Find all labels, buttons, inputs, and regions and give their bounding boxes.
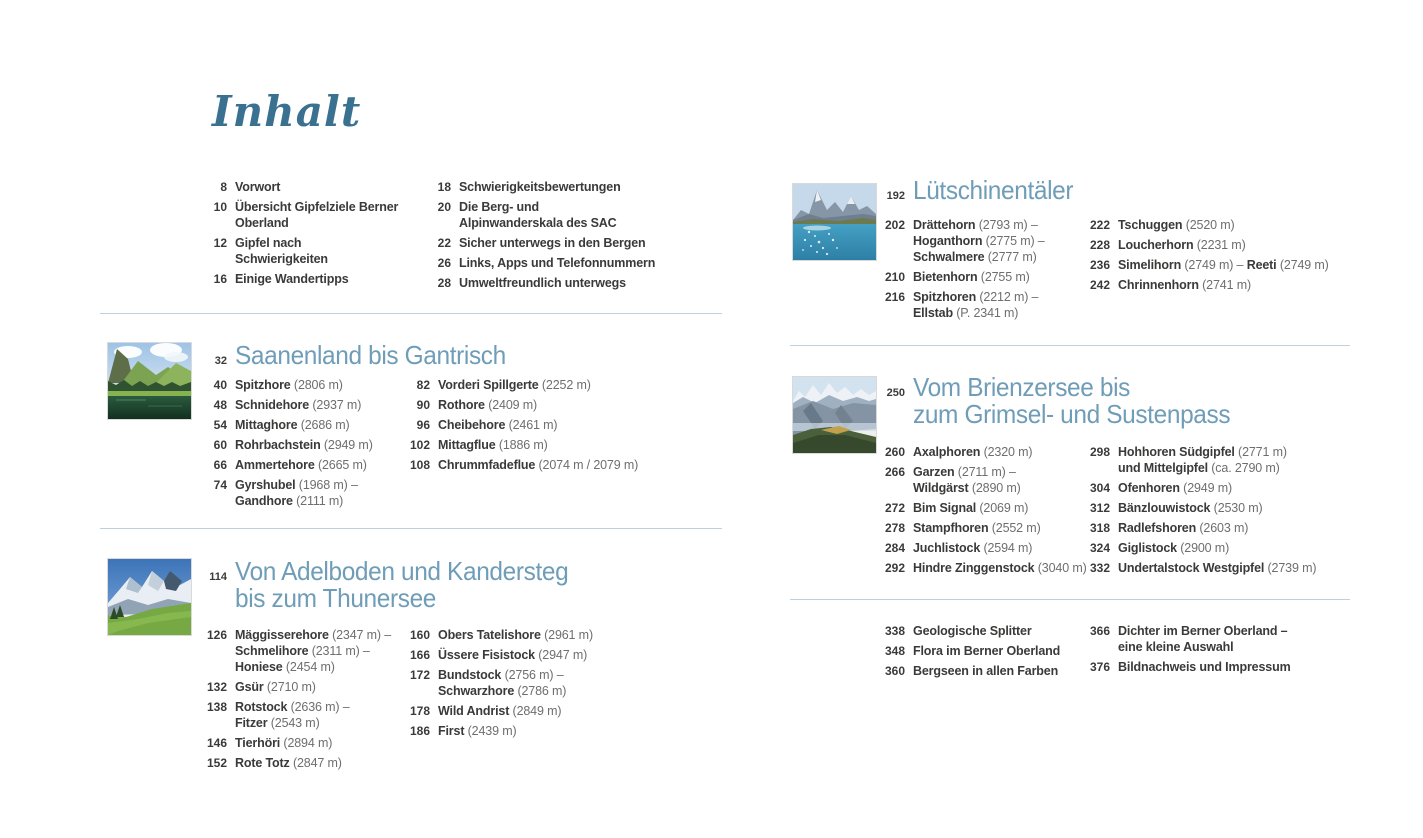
entry-text: Tschuggen (2520 m) <box>1118 218 1235 232</box>
entry-text: Loucherhorn (2231 m) <box>1118 238 1246 252</box>
entry-page-number: 152 <box>206 756 227 770</box>
entry-page-number: 178 <box>409 704 430 718</box>
entry-page-number: 28 <box>437 276 451 290</box>
toc-script-title: Inhalt <box>212 87 362 136</box>
toc-entry <box>402 667 593 699</box>
entry-text: Dichter im Berner Oberland – eine kleine Auswahl <box>1118 624 1288 654</box>
toc-entry <box>199 437 402 453</box>
entry-text: Gipfel nach Schwierigkeiten <box>235 236 328 266</box>
entry-page-number: 216 <box>884 290 905 304</box>
intro-list <box>199 179 722 295</box>
toc-entry <box>423 179 655 195</box>
toc-entry <box>877 663 1082 679</box>
toc-entry <box>199 699 402 731</box>
section-title-line: Saanenland bis Gantrisch <box>235 340 506 370</box>
entry-text: Chrummfadeflue (2074 m / 2079 m) <box>438 458 639 472</box>
entry-page-number: 90 <box>416 398 430 412</box>
toc-entry <box>1082 480 1316 496</box>
entry-page-number: 20 <box>437 200 451 214</box>
entry-page-number: 160 <box>409 628 430 642</box>
entry-page-number: 172 <box>409 668 430 682</box>
intro-column-2 <box>423 179 655 295</box>
entry-text: Rotstock (2636 m) – Fitzer (2543 m) <box>235 700 350 730</box>
toc-entry <box>1082 257 1329 273</box>
section-divider <box>100 313 722 314</box>
entries-column-2 <box>1082 217 1329 325</box>
section-heading <box>199 558 722 612</box>
toc-entry <box>199 179 423 195</box>
entries-column-1 <box>877 444 1087 580</box>
section-entries <box>199 627 722 775</box>
entry-page-number: 26 <box>437 256 451 270</box>
entry-page-number: 338 <box>884 624 905 638</box>
toc-entry <box>402 723 593 739</box>
entry-page-number: 18 <box>437 180 451 194</box>
entry-text: Bietenhorn (2755 m) <box>913 270 1030 284</box>
entry-text: Simelihorn (2749 m) – Reeti (2749 m) <box>1118 258 1329 272</box>
section-divider <box>100 528 722 529</box>
toc-entry <box>402 703 593 719</box>
appendix-list <box>877 623 1350 683</box>
toc-entry <box>877 289 1082 321</box>
entry-text: Radlefshoren (2603 m) <box>1118 521 1249 535</box>
toc-entry <box>1082 277 1329 293</box>
entry-text: Gsür (2710 m) <box>235 680 316 694</box>
section-page-number: 192 <box>886 190 905 202</box>
toc-entry <box>877 464 1082 496</box>
section-page-number: 32 <box>214 355 227 367</box>
entry-text: Rohrbachstein (2949 m) <box>235 438 373 452</box>
entry-text: Chrinnenhorn (2741 m) <box>1118 278 1251 292</box>
entry-text: Mittagflue (1886 m) <box>438 438 548 452</box>
entry-page-number: 8 <box>220 180 227 194</box>
section-title-line: zum Grimsel- und Sustenpass <box>913 399 1231 429</box>
entry-page-number: 126 <box>206 628 227 642</box>
toc-entry <box>199 397 402 413</box>
toc-entry <box>877 444 1082 460</box>
entry-text: Juchlistock (2594 m) <box>913 541 1033 555</box>
entries-column-2 <box>1082 444 1316 580</box>
toc-entry <box>877 217 1082 265</box>
entry-page-number: 324 <box>1089 541 1110 555</box>
toc-entry <box>199 377 402 393</box>
entry-text: Undertalstock Westgipfel (2739 m) <box>1118 561 1317 575</box>
section-title-line: Von Adelboden und Kandersteg <box>235 556 569 586</box>
entry-page-number: 298 <box>1089 445 1110 459</box>
entry-page-number: 366 <box>1089 624 1110 638</box>
entry-page-number: 54 <box>213 418 227 432</box>
toc-entry <box>1082 217 1329 233</box>
entry-text: Rothore (2409 m) <box>438 398 538 412</box>
toc-entry <box>199 679 402 695</box>
toc-entry <box>1082 520 1316 536</box>
entries-column-1 <box>199 377 402 513</box>
toc-entry <box>402 627 593 643</box>
section-title <box>913 374 1230 428</box>
toc-entry <box>199 735 402 751</box>
entry-page-number: 146 <box>206 736 227 750</box>
entry-page-number: 284 <box>884 541 905 555</box>
section-heading <box>877 374 1350 428</box>
section-luetschinentaeler <box>790 177 1350 325</box>
entry-page-number: 96 <box>416 418 430 432</box>
section-divider <box>790 599 1350 600</box>
entry-text: Gyrshubel (1968 m) – Gandhore (2111 m) <box>235 478 358 508</box>
toc-entry <box>877 500 1082 516</box>
section-entries <box>877 217 1350 325</box>
entry-text: Bundstock (2756 m) – Schwarzhore (2786 m) <box>438 668 567 698</box>
toc-entry <box>423 275 655 291</box>
entries-column-1 <box>877 217 1082 325</box>
entry-page-number: 278 <box>884 521 905 535</box>
toc-entry <box>199 417 402 433</box>
toc-entry <box>402 437 638 453</box>
entry-page-number: 66 <box>213 458 227 472</box>
entry-text: Bildnachweis und Impressum <box>1118 660 1291 674</box>
toc-entry <box>199 457 402 473</box>
toc-entry <box>877 560 1087 576</box>
toc-entry <box>199 235 423 267</box>
entry-text: Wild Andrist (2849 m) <box>438 704 562 718</box>
toc-entry <box>1082 623 1291 655</box>
entry-page-number: 186 <box>409 724 430 738</box>
toc-entry <box>877 623 1082 639</box>
section-title-line: bis zum Thunersee <box>235 583 437 613</box>
entry-page-number: 312 <box>1089 501 1110 515</box>
entry-text: Drättehorn (2793 m) – Hoganthorn (2775 m) – Schwalmere (2777 m) <box>913 218 1045 264</box>
entry-page-number: 228 <box>1089 238 1110 252</box>
entry-text: Cheibehore (2461 m) <box>438 418 558 432</box>
entry-page-number: 10 <box>213 200 227 214</box>
toc-entry <box>199 477 402 509</box>
entry-text: Sicher unterwegs in den Bergen <box>459 236 646 250</box>
mountain-ridge-sunlit-photo <box>792 376 877 454</box>
entry-page-number: 292 <box>884 561 905 575</box>
toc-entry <box>1082 500 1316 516</box>
entry-page-number: 40 <box>213 378 227 392</box>
entry-page-number: 102 <box>409 438 430 452</box>
entry-page-number: 260 <box>884 445 905 459</box>
appendix-column-1 <box>877 623 1082 683</box>
toc-entry <box>423 235 655 251</box>
toc-entry <box>877 269 1082 285</box>
toc-entry <box>1082 444 1316 476</box>
entry-page-number: 108 <box>409 458 430 472</box>
entry-text: Schwierigkeitsbewertungen <box>459 180 621 194</box>
entry-page-number: 166 <box>409 648 430 662</box>
entry-page-number: 82 <box>416 378 430 392</box>
entry-text: Axalphoren (2320 m) <box>913 445 1033 459</box>
entry-text: Geologische Splitter <box>913 624 1032 638</box>
toc-entry <box>877 520 1082 536</box>
entry-page-number: 210 <box>884 270 905 284</box>
entry-text: Ofenhoren (2949 m) <box>1118 481 1233 495</box>
entry-text: Üssere Fisistock (2947 m) <box>438 648 588 662</box>
entry-text: Ammertehore (2665 m) <box>235 458 367 472</box>
toc-entry <box>402 377 638 393</box>
entry-text: Flora im Berner Oberland <box>913 644 1061 658</box>
toc-entry <box>402 647 593 663</box>
entry-page-number: 22 <box>437 236 451 250</box>
entry-text: Die Berg- und Alpinwanderskala des SAC <box>459 200 617 230</box>
entry-page-number: 222 <box>1089 218 1110 232</box>
section-title-line: Vom Brienzersee bis <box>913 372 1130 402</box>
snow-peaks-meadow-photo <box>107 558 192 636</box>
section-heading <box>877 177 1350 204</box>
entries-column-2 <box>402 627 593 775</box>
toc-entry <box>402 417 638 433</box>
entry-text: Spitzhoren (2212 m) – Ellstab (P. 2341 m) <box>913 290 1039 320</box>
intro-column-1 <box>199 179 423 295</box>
section-title-line: Lütschinentäler <box>913 175 1074 205</box>
entry-text: Bänzlouwistock (2530 m) <box>1118 501 1263 515</box>
entry-page-number: 74 <box>213 478 227 492</box>
toc-entry <box>1082 560 1316 576</box>
toc-entry <box>402 457 638 473</box>
entry-text: Stampfhoren (2552 m) <box>913 521 1041 535</box>
entry-text: Vorderi Spillgerte (2252 m) <box>438 378 591 392</box>
entry-page-number: 236 <box>1089 258 1110 272</box>
section-title <box>235 558 568 612</box>
section-entries <box>199 377 722 513</box>
entry-page-number: 138 <box>206 700 227 714</box>
entry-page-number: 202 <box>884 218 905 232</box>
entry-page-number: 266 <box>884 465 905 479</box>
entry-page-number: 48 <box>213 398 227 412</box>
appendix-column-2 <box>1082 623 1291 683</box>
entry-text: Links, Apps und Telefonnummern <box>459 256 656 270</box>
left-page <box>100 0 722 775</box>
toc-entry <box>199 199 423 231</box>
entry-text: Schnidehore (2937 m) <box>235 398 362 412</box>
toc-entry <box>1082 237 1329 253</box>
entry-page-number: 242 <box>1089 278 1110 292</box>
entry-page-number: 16 <box>213 272 227 286</box>
toc-entry <box>423 199 655 231</box>
entry-text: Einige Wandertipps <box>235 272 349 286</box>
section-title <box>913 177 1073 204</box>
entry-page-number: 272 <box>884 501 905 515</box>
toc-entry <box>877 540 1082 556</box>
entry-text: Garzen (2711 m) – Wildgärst (2890 m) <box>913 465 1021 495</box>
entry-page-number: 60 <box>213 438 227 452</box>
entry-page-number: 304 <box>1089 481 1110 495</box>
entry-text: Giglistock (2900 m) <box>1118 541 1230 555</box>
green-valley-lake-photo <box>107 342 192 420</box>
entry-text: Hindre Zinggenstock (3040 m) <box>913 561 1087 575</box>
entry-text: Umweltfreundlich unterwegs <box>459 276 626 290</box>
right-page <box>790 0 1350 683</box>
toc-entry <box>1082 540 1316 556</box>
section-page-number: 114 <box>209 571 227 583</box>
section-saanenland <box>100 342 722 513</box>
entry-text: Rote Totz (2847 m) <box>235 756 342 770</box>
entry-page-number: 332 <box>1089 561 1110 575</box>
entry-text: First (2439 m) <box>438 724 517 738</box>
entry-page-number: 360 <box>884 664 905 678</box>
entry-page-number: 376 <box>1089 660 1110 674</box>
entries-column-1 <box>199 627 402 775</box>
section-page-number: 250 <box>886 387 905 399</box>
entry-page-number: 348 <box>884 644 905 658</box>
entry-text: Vorwort <box>235 180 281 194</box>
toc-entry <box>877 643 1082 659</box>
section-heading <box>199 342 722 369</box>
entry-text: Mittaghore (2686 m) <box>235 418 350 432</box>
entry-page-number: 318 <box>1089 521 1110 535</box>
toc-entry <box>402 397 638 413</box>
section-title <box>235 342 506 369</box>
entry-page-number: 12 <box>213 236 227 250</box>
entries-column-2 <box>402 377 638 513</box>
toc-entry <box>199 755 402 771</box>
entry-text: Obers Tatelishore (2961 m) <box>438 628 593 642</box>
entry-text: Hohhoren Südgipfel (2771 m) und Mittelgipfel (ca. 2790 m) <box>1118 445 1287 475</box>
toc-entry <box>1082 659 1291 675</box>
section-entries <box>877 444 1350 580</box>
entry-text: Bergseen in allen Farben <box>913 664 1059 678</box>
turquoise-lake-peaks-photo <box>792 183 877 261</box>
toc-entry <box>199 271 423 287</box>
entry-text: Spitzhore (2806 m) <box>235 378 343 392</box>
entry-page-number: 132 <box>206 680 227 694</box>
section-brienzersee <box>790 374 1350 580</box>
toc-entry <box>199 627 402 675</box>
section-adelboden <box>100 558 722 775</box>
toc-entry <box>423 255 655 271</box>
entry-text: Mäggisserehore (2347 m) – Schmelihore (2311 m) – Honiese (2454 m) <box>235 628 392 674</box>
section-divider <box>790 345 1350 346</box>
entry-text: Übersicht Gipfelziele Berner Oberland <box>235 200 399 230</box>
entry-text: Bim Signal (2069 m) <box>913 501 1029 515</box>
entry-text: Tierhöri (2894 m) <box>235 736 333 750</box>
